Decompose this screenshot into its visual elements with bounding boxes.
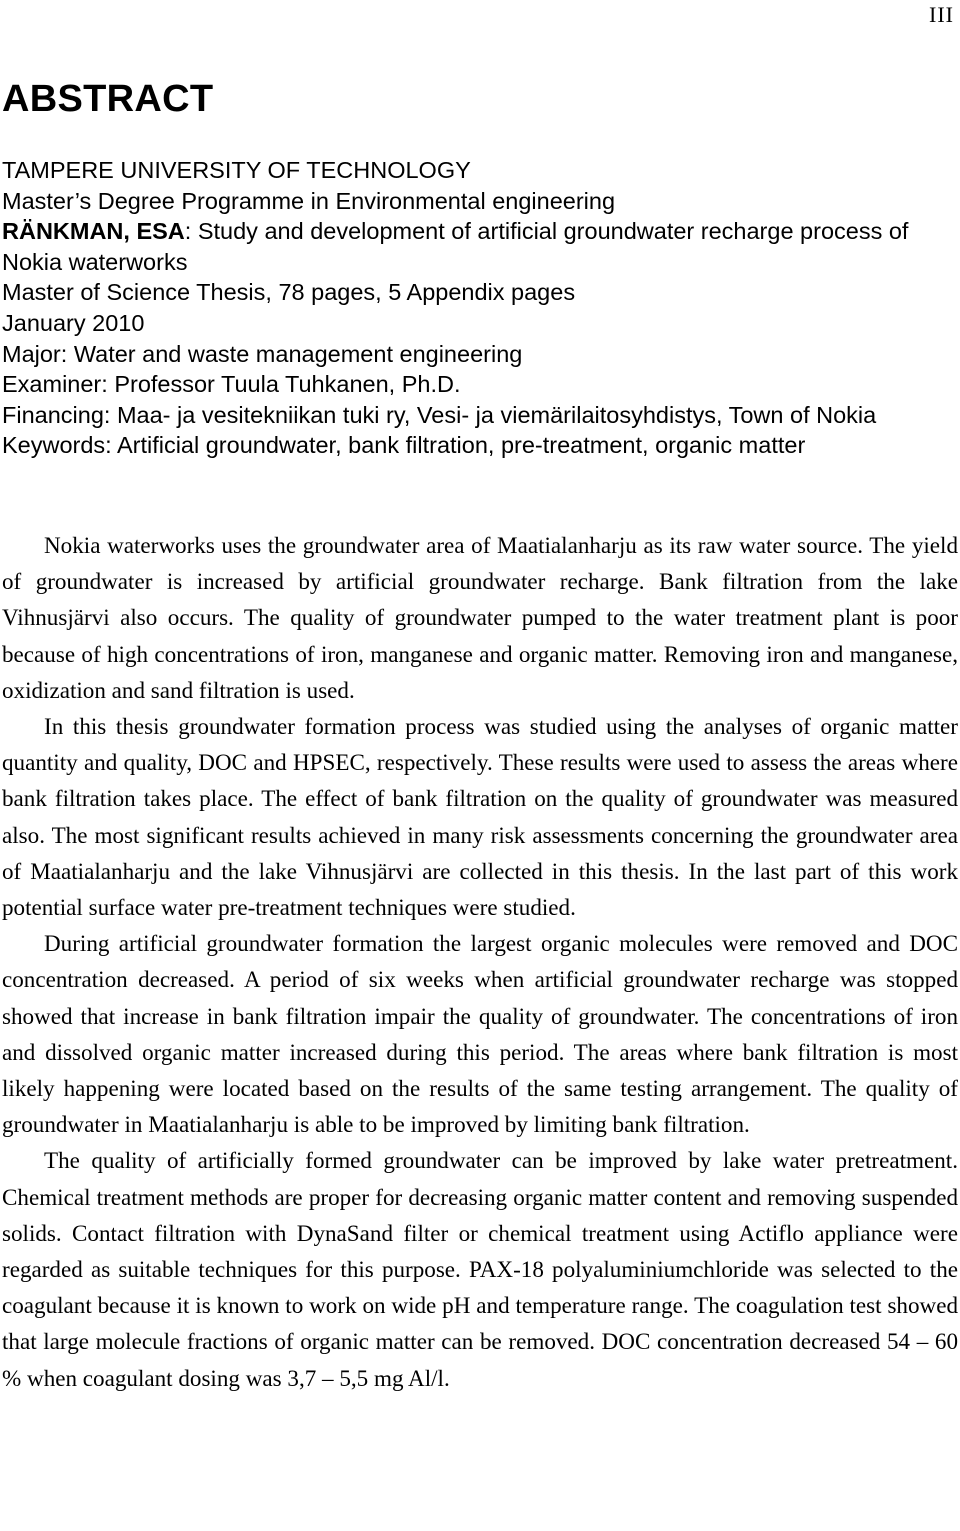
page-number: III <box>929 2 954 27</box>
thesis-financing: Financing: Maa- ja vesitekniikan tuki ry, Vesi- ja viemärilaitosyhdistys, Town of Nokia <box>2 401 877 428</box>
thesis-keywords: Keywords: Artificial groundwater, bank filtration, pre-treatment, organic matter <box>2 432 806 459</box>
author-name: RÄNKMAN, ESA <box>2 218 185 245</box>
thesis-examiner: Examiner: Professor Tuula Tuhkanen, Ph.D. <box>2 371 461 398</box>
abstract-paragraph: In this thesis groundwater formation process was studied using the analyses of organic matter quantity and quality, DOC and HPSEC, respectively. These results were used to assess the areas where bank filtration takes place. The effect of bank filtration on the quality of groundwater was measured also. The most significant results achieved in many risk assessments concerning the groundwater area of Maatialanharju and the lake Vihnusjärvi are collected in this thesis. In the last part of this work potential surface water pre-treatment techniques were studied. <box>2 713 958 921</box>
degree-programme: Master’s Degree Programme in Environmental engineering <box>2 187 616 214</box>
thesis-info: Master of Science Thesis, 78 pages, 5 Appendix pages <box>2 279 576 306</box>
university-name: TAMPERE UNIVERSITY OF TECHNOLOGY <box>2 157 471 183</box>
thesis-date: January 2010 <box>2 309 145 336</box>
abstract-body <box>2 527 958 1396</box>
author-title-line <box>2 216 952 277</box>
abstract-paragraph: Nokia waterworks uses the groundwater area of Maatialanharju as its raw water source. The yield of groundwater is increased by artificial groundwater recharge. Bank filtration from the lake Vihnusjärvi also occurs. The quality of groundwater pumped to the water treatment plant is poor because of high concentrations of iron, manganese and organic matter. Removing iron and manganese, oxidization and sand filtration is used. <box>2 532 958 703</box>
abstract-heading: ABSTRACT <box>2 78 214 120</box>
thesis-metadata <box>2 155 952 461</box>
abstract-paragraph: During artificial groundwater formation the largest organic molecules were removed and DOC concentration decreased. A period of six weeks when artificial groundwater recharge was stopped showed that increase in bank filtration impair the quality of groundwater. The concentrations of iron and dissolved organic matter increased during this period. The areas where bank filtration is most likely happening were located based on the results of the same testing arrangement. The quality of groundwater in Maatialanharju is able to be improved by limiting bank filtration. <box>2 930 958 1138</box>
abstract-paragraph: The quality of artificially formed groundwater can be improved by lake water pretreatment. Chemical treatment methods are proper for decreasing organic matter content and removing suspended solids. Contact filtration with DynaSand filter or chemical treatment using Actiflo appliance were regarded as suitable techniques for this purpose. PAX-18 polyaluminiumchloride was selected to the coagulant because it is known to work on wide pH and temperature range. The coagulation test showed that large molecule fractions of organic matter can be removed. DOC concentration decreased 54 – 60 % when coagulant dosing was 3,7 – 5,5 mg Al/l. <box>2 1147 958 1391</box>
thesis-title: : Study and development of artificial groundwater recharge process of Nokia waterworks <box>2 218 909 275</box>
thesis-major: Major: Water and waste management engineering <box>2 340 523 367</box>
